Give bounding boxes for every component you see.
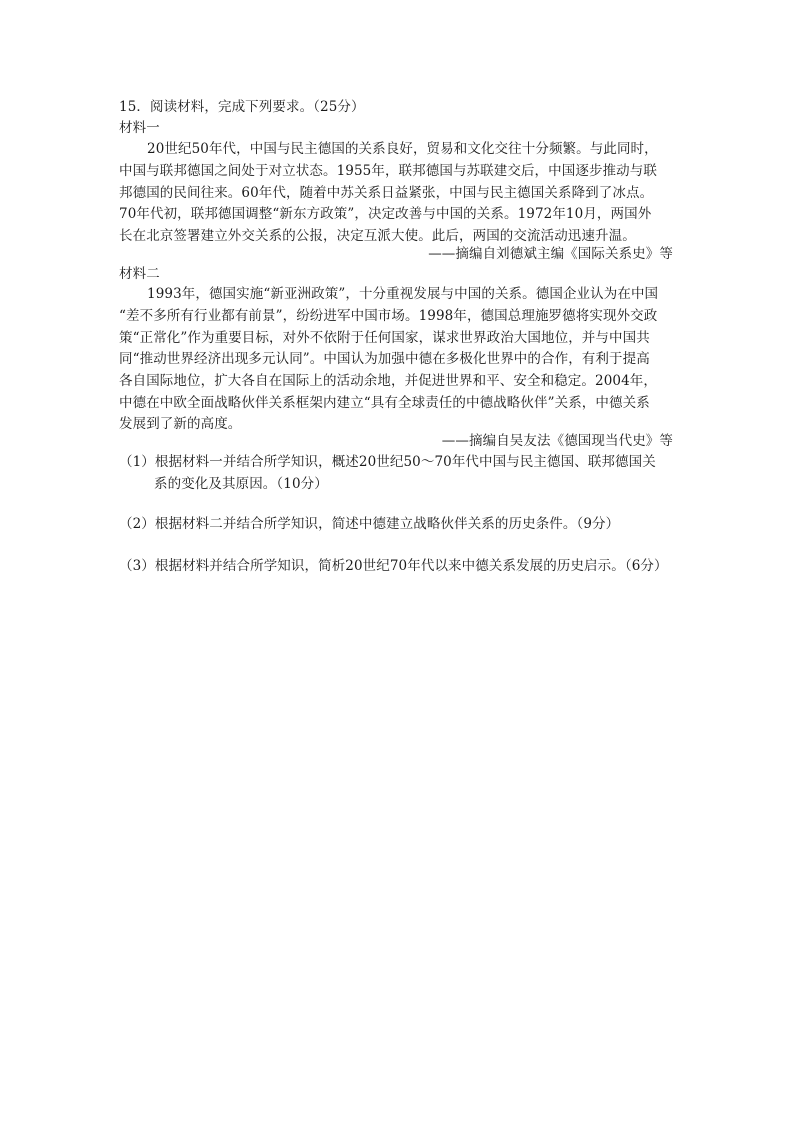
question-heading: 15．阅读材料，完成下列要求。（25分） bbox=[119, 99, 365, 115]
subquestion-1-line-2: 系的变化及其原因。（10分） bbox=[154, 476, 328, 492]
material2-line-6: 中德在中欧全面战略伙伴关系框架内建立“具有全球责任的中德战略伙伴”关系，中德关系 bbox=[119, 395, 650, 411]
subquestion-1-line-1: （1）根据材料一并结合所学知识，概述20世纪50～70年代中国与民主德国、联邦德国关 bbox=[119, 454, 656, 470]
material2-line-3: 策“正常化”作为重要目标，对外不依附于任何国家，谋求世界政治大国地位，并与中国共 bbox=[119, 330, 650, 346]
material1-line-3: 邦德国的民间往来。60年代，随着中苏关系日益紧张，中国与民主德国关系降到了冰点。 bbox=[119, 185, 654, 201]
material1-attribution: ——摘编自刘德斌主编《国际关系史》等 bbox=[428, 246, 673, 262]
material2-attribution: ——摘编自吴友法《德国现当代史》等 bbox=[441, 433, 673, 449]
material2-label: 材料二 bbox=[119, 266, 160, 282]
material1-label: 材料一 bbox=[119, 120, 160, 136]
material2-line-7: 发展到了新的高度。 bbox=[119, 416, 242, 432]
material1-line-2: 中国与联邦德国之间处于对立状态。1955年，联邦德国与苏联建交后，中国逐步推动与联 bbox=[119, 163, 657, 179]
subquestion-2: （2）根据材料二并结合所学知识，简述中德建立战略伙伴关系的历史条件。（9分） bbox=[119, 516, 620, 532]
material1-line-4: 70年代初，联邦德国调整“新东方政策”，决定改善与中国的关系。1972年10月，两国外 bbox=[119, 206, 652, 222]
material2-line-1: 1993年，德国实施“新亚洲政策”，十分重视发展与中国的关系。德国企业认为在中国 bbox=[147, 286, 659, 302]
material2-line-2: “差不多所有行业都有前景”，纷纷进军中国市场。1998年，德国总理施罗德将实现外交政 bbox=[119, 308, 658, 324]
material2-line-4: 同“推动世界经济出现多元认同”。中国认为加强中德在多极化世界中的合作，有利于提高 bbox=[119, 351, 650, 367]
material2-line-5: 各自国际地位，扩大各自在国际上的活动余地，并促进世界和平、安全和稳定。2004年， bbox=[119, 373, 657, 389]
subquestion-3: （3）根据材料并结合所学知识，简析20世纪70年代以来中德关系发展的历史启示。（6分） bbox=[119, 558, 668, 574]
material1-line-5: 长在北京签署建立外交关系的公报，决定互派大使。此后，两国的交流活动迅速升温。 bbox=[119, 228, 636, 244]
material1-line-1: 20世纪50年代，中国与民主德国的关系良好，贸易和文化交往十分频繁。与此同时， bbox=[147, 141, 658, 157]
